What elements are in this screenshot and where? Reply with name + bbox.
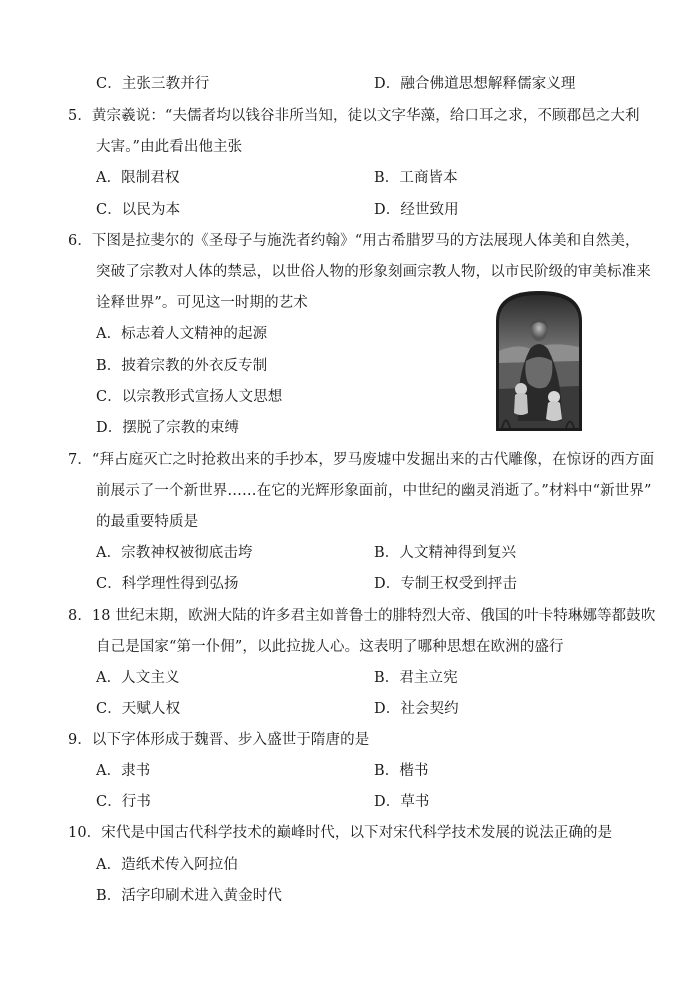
q4-option-d: D．融合佛道思想解释儒家义理 bbox=[374, 76, 576, 92]
q7-stem-line3: 的最重要特质是 bbox=[96, 514, 199, 530]
q9-option-a: A．隶书 bbox=[96, 763, 151, 779]
q7-option-c: C．科学理性得到弘扬 bbox=[96, 576, 239, 592]
q5-option-b: B．工商皆本 bbox=[374, 170, 458, 186]
q6-option-d: D．摆脱了宗教的束缚 bbox=[96, 420, 240, 436]
q9-stem-line1: 9．以下字体形成于魏晋、步入盛世于隋唐的是 bbox=[68, 732, 370, 748]
q9-option-d: D．草书 bbox=[374, 794, 430, 810]
q8-option-d: D．社会契约 bbox=[374, 701, 459, 717]
q6-stem-line3: 诠释世界”。可见这一时期的艺术 bbox=[96, 295, 308, 311]
q5-stem-line2: 大害。”由此看出他主张 bbox=[96, 139, 243, 155]
raphael-painting-image bbox=[496, 291, 582, 431]
q6-stem-line1: 6．下图是拉斐尔的《圣母子与施洗者约翰》“用古希腊罗马的方法展现人体美和自然美， bbox=[68, 233, 640, 249]
q7-option-b: B．人文精神得到复兴 bbox=[374, 545, 517, 561]
q4-option-c: C．主张三教并行 bbox=[96, 76, 210, 92]
q8-option-c: C．天赋人权 bbox=[96, 701, 181, 717]
painting-illustration bbox=[496, 291, 582, 431]
q5-option-d: D．经世致用 bbox=[374, 202, 459, 218]
q5-option-a: A．限制君权 bbox=[96, 170, 180, 186]
q8-stem-line1: 8．18 世纪末期，欧洲大陆的许多君主如普鲁士的腓特烈大帝、俄国的叶卡特琳娜等都鼓吹 bbox=[68, 608, 656, 624]
q9-option-c: C．行书 bbox=[96, 794, 151, 810]
q8-option-b: B．君主立宪 bbox=[374, 670, 458, 686]
q10-option-b: B．活字印刷术进入黄金时代 bbox=[96, 888, 282, 904]
q8-option-a: A．人文主义 bbox=[96, 670, 180, 686]
q7-option-a: A．宗教神权被彻底击垮 bbox=[96, 545, 253, 561]
q8-stem-line2: 自己是国家“第一仆佣”，以此拉拢人心。这表明了哪种思想在欧洲的盛行 bbox=[96, 639, 564, 655]
q7-option-d: D．专制王权受到抨击 bbox=[374, 576, 518, 592]
q9-option-b: B．楷书 bbox=[374, 763, 429, 779]
q6-stem-line2: 突破了宗教对人体的禁忌，以世俗人物的形象刻画宗教人物，以市民阶级的审美标准来 bbox=[96, 264, 651, 280]
q10-stem-line1: 10．宋代是中国古代科学技术的巅峰时代，以下对宋代科学技术发展的说法正确的是 bbox=[68, 825, 613, 841]
q6-option-a: A．标志着人文精神的起源 bbox=[96, 326, 268, 342]
q7-stem-line1: 7．“拜占庭灭亡之时抢救出来的手抄本，罗马废墟中发掘出来的古代雕像，在惊讶的西方面 bbox=[68, 452, 655, 468]
q5-option-c: C．以民为本 bbox=[96, 202, 181, 218]
q10-option-a: A．造纸术传入阿拉伯 bbox=[96, 857, 238, 873]
q6-option-c: C．以宗教形式宣扬人文思想 bbox=[96, 389, 283, 405]
q6-option-b: B．披着宗教的外衣反专制 bbox=[96, 358, 268, 374]
q5-stem-line1: 5．黄宗羲说：“夫儒者均以钱谷非所当知，徒以文字华藻，给口耳之求，不顾郡邑之大利 bbox=[68, 108, 640, 124]
q7-stem-line2: 前展示了一个新世界……在它的光辉形象面前，中世纪的幽灵消逝了。”材料中“新世界” bbox=[96, 483, 652, 499]
